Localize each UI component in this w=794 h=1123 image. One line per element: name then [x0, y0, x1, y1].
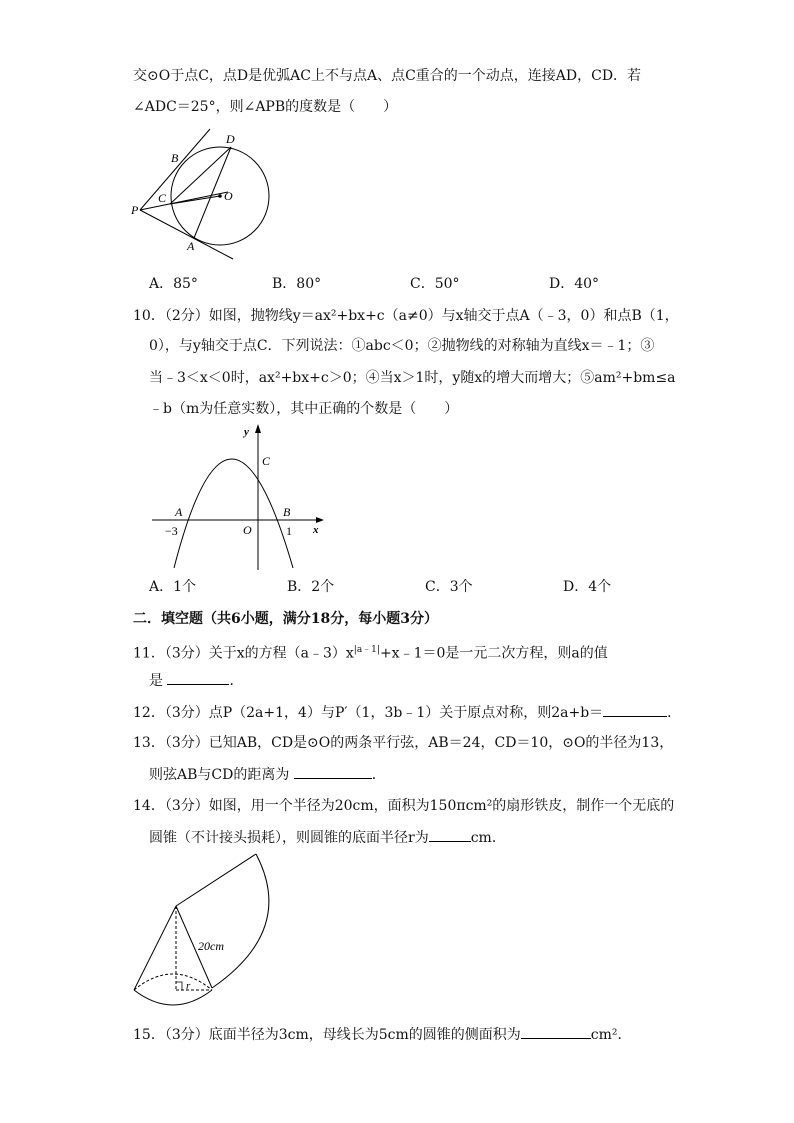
q10-label-1: 1: [286, 524, 292, 538]
q10-label-neg3: −3: [165, 524, 178, 538]
q10-y-arrow: [255, 424, 261, 433]
q9-line1: 交⊙O于点C，点D是优弧AC上不与点A、点C重合的一个动点，连接AD，CD．若: [133, 68, 642, 84]
q12-line: [133, 702, 681, 723]
q10-line3: 当﹣3＜x＜0时，ax²+bx+c＞0；④当x＞1时，y随x的增大而增大；⑤am²+bm≤a: [149, 370, 676, 386]
q13-end: ．: [371, 767, 386, 783]
section2-title: 二．填空题（共6小题，满分18分，每小题3分）: [133, 611, 438, 627]
q14-right-angle: [176, 982, 182, 990]
q10-x-arrow: [316, 517, 324, 523]
q10-line4: ﹣b（m为任意实数），其中正确的个数是（ ）: [149, 401, 459, 417]
q10-parabola: [174, 459, 293, 568]
q13-line1: 13．（3分）已知AB，CD是⊙O的两条平行弦，AB＝24，CD＝10，⊙O的半径为13，: [133, 735, 674, 751]
q10-option-b[interactable]: B．2个: [287, 579, 335, 595]
q15-answer-blank[interactable]: [521, 1024, 591, 1039]
q14-end: cm．: [470, 830, 506, 846]
q12-answer-blank[interactable]: [603, 702, 667, 717]
q14-answer-blank[interactable]: [429, 827, 471, 842]
q11-text-a: 11．（3分）关于x的方程（a﹣3）x: [133, 645, 354, 662]
q14-sector-arc: [212, 854, 269, 988]
q9-label-c: C: [158, 191, 167, 205]
q11-end: ．: [229, 673, 244, 689]
q9-label-d: D: [226, 132, 235, 146]
q9-option-a[interactable]: A．85°: [149, 276, 198, 292]
q9-label-o: O: [224, 189, 233, 203]
q11-text-b: +x﹣1＝0是一元二次方程，则a的值: [379, 645, 608, 662]
q12-end: ．: [667, 705, 682, 721]
q14-line2: [149, 827, 506, 848]
q10-label-b: B: [283, 505, 291, 519]
q11-line1: [133, 640, 608, 664]
q14-cone-side-left: [134, 906, 176, 990]
q14-line1: 14．（3分）如图，用一个半径为20cm，面积为150πcm²的扇形铁皮，制作一个无底的: [133, 798, 675, 814]
q13-text: 则弦AB与CD的距离为: [149, 767, 290, 783]
q9-line2: ∠ADC＝25°，则∠APB的度数是（ ）: [133, 99, 398, 115]
q9-label-p: P: [131, 203, 139, 217]
q14-sector-radius-top: [176, 854, 256, 906]
q15-text: 15．（3分）底面半径为3cm，母线长为5cm的圆锥的侧面积为: [133, 1027, 521, 1043]
q9-circle-figure: [128, 125, 273, 265]
q11-text-c: 是: [149, 673, 163, 689]
q10-label-c: C: [262, 454, 271, 468]
q9-label-a: A: [187, 239, 195, 253]
q15-end: cm²．: [590, 1027, 632, 1043]
q10-line2: 0），与y轴交于点C．下列说法：①abc＜0；②抛物线的对称轴为直线x＝﹣1；③: [149, 338, 655, 354]
q12-text: 12．（3分）点P（2a+1，4）与P′（1，3b﹣1）关于原点对称，则2a+b＝: [133, 705, 604, 721]
q10-label-x: x: [313, 524, 319, 536]
q11-exponent: |a﹣1|: [353, 645, 380, 655]
q11-line2: [149, 670, 243, 691]
q10-label-y: y: [244, 426, 249, 438]
q14-base-front: [134, 990, 212, 1005]
q14-cone-sector-figure: [128, 850, 278, 1010]
q11-answer-blank[interactable]: [167, 670, 229, 685]
q10-label-a: A: [175, 505, 183, 519]
q10-option-c[interactable]: C．3个: [425, 579, 473, 595]
q14-text: 圆锥（不计接头损耗），则圆锥的底面半径r为: [149, 830, 429, 846]
q9-label-b: B: [171, 151, 179, 165]
q9-line-cd: [170, 147, 231, 204]
q10-label-o: O: [243, 523, 252, 537]
q13-answer-blank[interactable]: [294, 764, 372, 779]
q14-base-back: [134, 974, 212, 990]
q9-option-d[interactable]: D．40°: [549, 276, 600, 292]
q10-option-a[interactable]: A．1个: [149, 579, 197, 595]
q10-parabola-figure: [148, 420, 333, 572]
q14-label-r: r: [186, 980, 191, 992]
q13-line2: [149, 764, 386, 785]
q9-option-b[interactable]: B．80°: [272, 276, 322, 292]
q14-label-20cm: 20cm: [198, 939, 224, 953]
q10-option-d[interactable]: D．4个: [563, 579, 612, 595]
q10-line1: 10．（2分）如图，抛物线y＝ax²+bx+c（a≠0）与x轴交于点A（﹣3，0）和点B（1，: [133, 308, 679, 324]
q9-option-c[interactable]: C．50°: [410, 276, 460, 292]
q9-center-dot: [218, 194, 222, 198]
q15-line: [133, 1024, 632, 1045]
